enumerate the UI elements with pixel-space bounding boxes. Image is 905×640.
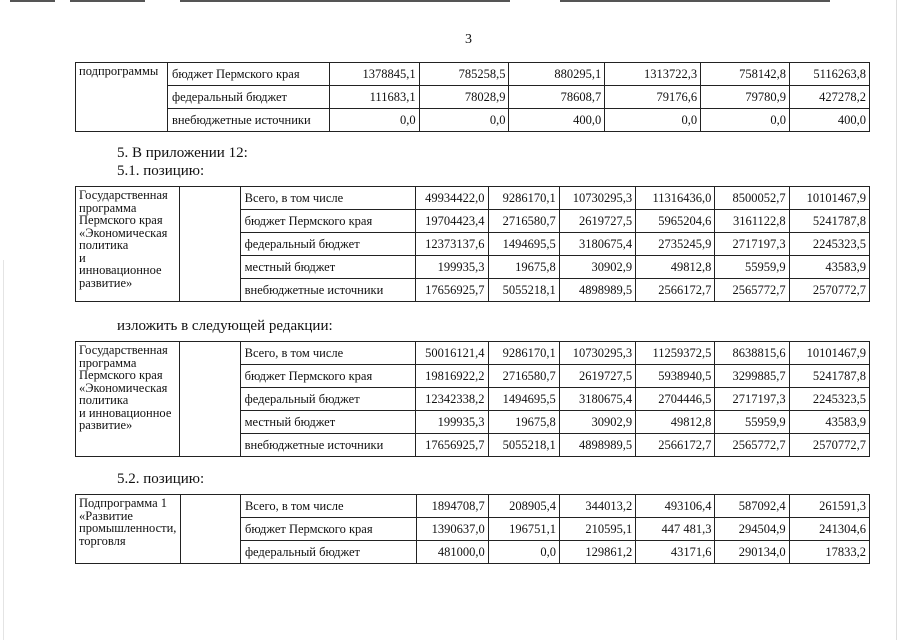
amount-cell: 19816922,2 [416, 365, 488, 388]
amount-cell: 241304,6 [789, 518, 869, 541]
heading-edit: изложить в следующей редакции: [117, 318, 333, 334]
amount-cell: 210595,1 [559, 518, 635, 541]
amount-cell: 2565772,7 [715, 279, 789, 302]
amount-cell: 290134,0 [715, 541, 789, 564]
amount-cell: 111683,1 [329, 86, 419, 109]
heading-5-2: 5.2. позицию: [117, 471, 205, 487]
amount-cell: 4898989,5 [559, 434, 635, 457]
amount-cell: 2717197,3 [715, 388, 789, 411]
amount-cell: 481000,0 [416, 541, 488, 564]
amount-cell: 55959,9 [715, 411, 789, 434]
table-subprogram-1 [75, 494, 870, 564]
amount-cell: 10101467,9 [789, 187, 869, 210]
amount-cell: 400,0 [790, 109, 870, 132]
funding-source-label: федеральный бюджет [240, 233, 416, 256]
page-number: 3 [465, 32, 472, 47]
program-name-cell: Государственная программа Пермского края «Экономическая политика и инновационное развитие» [76, 187, 180, 302]
amount-cell: 5241787,8 [789, 365, 869, 388]
table-row [76, 187, 870, 210]
table-program-new [75, 341, 870, 457]
amount-cell: 43583,9 [789, 411, 869, 434]
amount-cell: 5241787,8 [789, 210, 869, 233]
amount-cell: 2717197,3 [715, 233, 789, 256]
funding-source-label: внебюджетные источники [240, 279, 416, 302]
amount-cell: 427278,2 [790, 86, 870, 109]
empty-cell [180, 495, 240, 564]
amount-cell: 587092,4 [715, 495, 789, 518]
amount-cell: 447 481,3 [636, 518, 715, 541]
amount-cell: 2245323,5 [789, 233, 869, 256]
amount-cell: 10730295,3 [559, 342, 635, 365]
amount-cell: 2565772,7 [715, 434, 789, 457]
funding-source-label: внебюджетные источники [240, 434, 416, 457]
amount-cell: 11316436,0 [636, 187, 715, 210]
amount-cell: 43583,9 [789, 256, 869, 279]
amount-cell: 1494695,5 [488, 233, 559, 256]
amount-cell: 3180675,4 [559, 388, 635, 411]
amount-cell: 199935,3 [416, 256, 488, 279]
amount-cell: 5938940,5 [636, 365, 715, 388]
funding-source-label: Всего, в том числе [240, 187, 416, 210]
funding-source-label: федеральный бюджет [240, 541, 416, 564]
amount-cell: 5055218,1 [488, 434, 559, 457]
amount-cell: 0,0 [419, 109, 509, 132]
heading-5-1: 5.1. позицию: [117, 163, 205, 179]
amount-cell: 43171,6 [636, 541, 715, 564]
amount-cell: 3299885,7 [715, 365, 789, 388]
table-program-old [75, 186, 870, 302]
amount-cell: 2716580,7 [488, 365, 559, 388]
table-row [76, 495, 870, 518]
amount-cell: 2570772,7 [789, 279, 869, 302]
amount-cell: 78028,9 [419, 86, 509, 109]
amount-cell: 1894708,7 [416, 495, 488, 518]
amount-cell: 785258,5 [419, 63, 509, 86]
table-subprogram-continuation [75, 62, 870, 132]
amount-cell: 4898989,5 [559, 279, 635, 302]
program-name-cell: подпрограммы [76, 63, 168, 132]
funding-source-label: внебюджетные источники [167, 109, 329, 132]
amount-cell: 758142,8 [701, 63, 790, 86]
amount-cell: 3161122,8 [715, 210, 789, 233]
amount-cell: 2566172,7 [636, 434, 715, 457]
amount-cell: 9286170,1 [488, 187, 559, 210]
amount-cell: 0,0 [488, 541, 559, 564]
funding-source-label: федеральный бюджет [240, 388, 416, 411]
program-name-cell: Подпрограмма 1 «Развитие промышленности, торговля [76, 495, 181, 564]
amount-cell: 2566172,7 [636, 279, 715, 302]
amount-cell: 12342338,2 [416, 388, 488, 411]
amount-cell: 17656925,7 [416, 279, 488, 302]
table-row [76, 342, 870, 365]
funding-source-label: местный бюджет [240, 411, 416, 434]
funding-source-label: федеральный бюджет [167, 86, 329, 109]
amount-cell: 2619727,5 [559, 210, 635, 233]
amount-cell: 344013,2 [559, 495, 635, 518]
amount-cell: 2716580,7 [488, 210, 559, 233]
amount-cell: 8638815,6 [715, 342, 789, 365]
amount-cell: 30902,9 [559, 411, 635, 434]
empty-cell [180, 342, 240, 457]
amount-cell: 19675,8 [488, 256, 559, 279]
amount-cell: 400,0 [509, 109, 605, 132]
amount-cell: 49812,8 [636, 411, 715, 434]
amount-cell: 10730295,3 [559, 187, 635, 210]
funding-source-label: Всего, в том числе [240, 495, 416, 518]
amount-cell: 1378845,1 [329, 63, 419, 86]
amount-cell: 3180675,4 [559, 233, 635, 256]
amount-cell: 261591,3 [789, 495, 869, 518]
amount-cell: 11259372,5 [636, 342, 715, 365]
amount-cell: 2245323,5 [789, 388, 869, 411]
amount-cell: 30902,9 [559, 256, 635, 279]
amount-cell: 17833,2 [789, 541, 869, 564]
amount-cell: 294504,9 [715, 518, 789, 541]
amount-cell: 9286170,1 [488, 342, 559, 365]
table-row [76, 86, 870, 109]
amount-cell: 0,0 [605, 109, 701, 132]
amount-cell: 10101467,9 [789, 342, 869, 365]
program-name-cell: Государственная программа Пермского края «Экономическая политика и инновационное развитие» [76, 342, 180, 457]
amount-cell: 55959,9 [715, 256, 789, 279]
amount-cell: 8500052,7 [715, 187, 789, 210]
amount-cell: 208905,4 [488, 495, 559, 518]
amount-cell: 49812,8 [636, 256, 715, 279]
table-row [76, 109, 870, 132]
amount-cell: 1494695,5 [488, 388, 559, 411]
amount-cell: 79176,6 [605, 86, 701, 109]
amount-cell: 2735245,9 [636, 233, 715, 256]
funding-source-label: бюджет Пермского края [240, 365, 416, 388]
amount-cell: 2570772,7 [789, 434, 869, 457]
amount-cell: 49934422,0 [416, 187, 488, 210]
empty-cell [180, 187, 240, 302]
funding-source-label: бюджет Пермского края [167, 63, 329, 86]
funding-source-label: Всего, в том числе [240, 342, 416, 365]
amount-cell: 0,0 [701, 109, 790, 132]
table-row [76, 63, 870, 86]
amount-cell: 12373137,6 [416, 233, 488, 256]
amount-cell: 493106,4 [636, 495, 715, 518]
amount-cell: 5116263,8 [790, 63, 870, 86]
amount-cell: 199935,3 [416, 411, 488, 434]
amount-cell: 50016121,4 [416, 342, 488, 365]
amount-cell: 17656925,7 [416, 434, 488, 457]
amount-cell: 1313722,3 [605, 63, 701, 86]
amount-cell: 19704423,4 [416, 210, 488, 233]
amount-cell: 129861,2 [559, 541, 635, 564]
amount-cell: 2704446,5 [636, 388, 715, 411]
funding-source-label: местный бюджет [240, 256, 416, 279]
heading-appendix-12: 5. В приложении 12: [117, 145, 248, 161]
amount-cell: 1390637,0 [416, 518, 488, 541]
amount-cell: 5965204,6 [636, 210, 715, 233]
amount-cell: 79780,9 [701, 86, 790, 109]
amount-cell: 5055218,1 [488, 279, 559, 302]
amount-cell: 196751,1 [488, 518, 559, 541]
amount-cell: 2619727,5 [559, 365, 635, 388]
amount-cell: 19675,8 [488, 411, 559, 434]
funding-source-label: бюджет Пермского края [240, 210, 416, 233]
amount-cell: 78608,7 [509, 86, 605, 109]
funding-source-label: бюджет Пермского края [240, 518, 416, 541]
amount-cell: 0,0 [329, 109, 419, 132]
amount-cell: 880295,1 [509, 63, 605, 86]
